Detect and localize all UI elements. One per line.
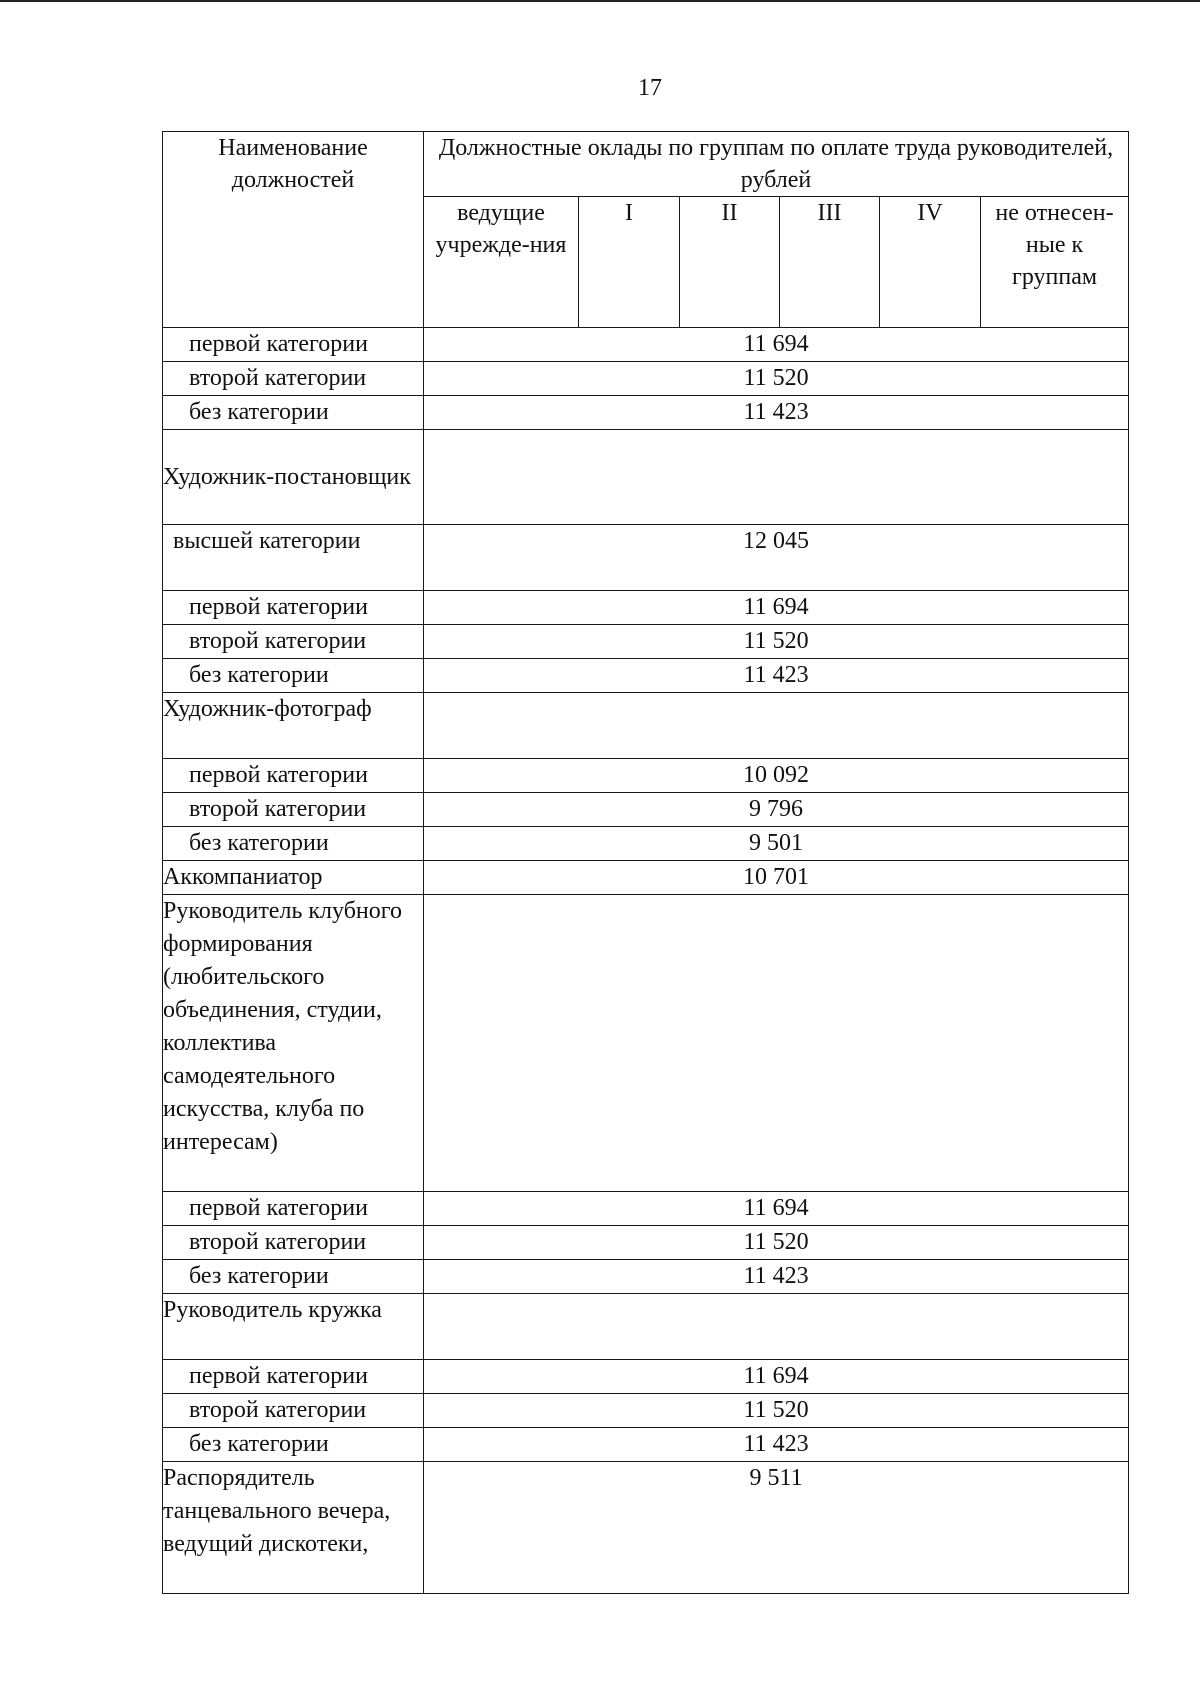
table-row (163, 1192, 1129, 1226)
salary-value (424, 1294, 1129, 1360)
table-row (163, 793, 1129, 827)
position-name: без категории (163, 1260, 424, 1294)
header-not-assigned: не отнесен-ные к группам (981, 197, 1129, 328)
salary-value: 11 423 (424, 1260, 1129, 1294)
table-row (163, 396, 1129, 430)
salary-value (424, 895, 1129, 1192)
table-row (163, 1360, 1129, 1394)
table-row (163, 328, 1129, 362)
salary-value: 11 520 (424, 625, 1129, 659)
header-group-iv: IV (880, 197, 981, 328)
position-name: второй категории (163, 625, 424, 659)
header-leading-institutions: ведущие учрежде-ния (424, 197, 579, 328)
header-group-i: I (579, 197, 680, 328)
position-name: Руководитель клубного формирования (любительского объединения, студии, коллектива самодеятельного искусства, клуба по интересам) (163, 895, 424, 1192)
position-name: первой категории (163, 1360, 424, 1394)
position-name: высшей категории (163, 525, 424, 591)
salary-value: 11 423 (424, 1428, 1129, 1462)
page-number: 17 (638, 75, 662, 101)
position-name: без категории (163, 827, 424, 861)
table-row (163, 1394, 1129, 1428)
position-name: второй категории (163, 1394, 424, 1428)
header-row (163, 132, 1129, 197)
position-name: первой категории (163, 759, 424, 793)
scan-edge-line (0, 0, 1200, 2)
salary-value: 11 694 (424, 1192, 1129, 1226)
salary-value: 11 694 (424, 591, 1129, 625)
salary-value: 10 092 (424, 759, 1129, 793)
salary-value: 9 511 (424, 1462, 1129, 1594)
position-name: второй категории (163, 793, 424, 827)
salary-value: 11 694 (424, 1360, 1129, 1394)
salary-table (162, 131, 1129, 1594)
position-name: первой категории (163, 1192, 424, 1226)
table-row (163, 895, 1129, 1192)
position-name: Аккомпаниатор (163, 861, 424, 895)
salary-value (424, 430, 1129, 525)
salary-value: 11 520 (424, 362, 1129, 396)
position-name: Распорядитель танцевального вечера, ведущий дискотеки, (163, 1462, 424, 1594)
table-row (163, 1260, 1129, 1294)
position-name: без категории (163, 659, 424, 693)
salary-value: 9 796 (424, 793, 1129, 827)
header-position-name: Наименование должностей (163, 132, 424, 328)
header-salary-groups: Должностные оклады по группам по оплате труда руководителей, рублей (424, 132, 1129, 197)
salary-value: 10 701 (424, 861, 1129, 895)
table-row (163, 1462, 1129, 1594)
header-group-ii: II (680, 197, 780, 328)
position-name: без категории (163, 396, 424, 430)
position-name: первой категории (163, 591, 424, 625)
position-name: первой категории (163, 328, 424, 362)
position-name: Художник-постановщик (163, 430, 424, 525)
salary-value: 11 423 (424, 659, 1129, 693)
table-row (163, 430, 1129, 525)
table-row (163, 1226, 1129, 1260)
salary-value: 9 501 (424, 827, 1129, 861)
header-group-iii: III (780, 197, 880, 328)
position-name: Руководитель кружка (163, 1294, 424, 1360)
salary-value: 11 520 (424, 1226, 1129, 1260)
position-name: второй категории (163, 1226, 424, 1260)
salary-value (424, 693, 1129, 759)
table-row (163, 861, 1129, 895)
table-row (163, 1294, 1129, 1360)
position-name: Художник-фотограф (163, 693, 424, 759)
salary-value: 11 423 (424, 396, 1129, 430)
table-row (163, 1428, 1129, 1462)
position-name: без категории (163, 1428, 424, 1462)
table-row (163, 625, 1129, 659)
table-row (163, 693, 1129, 759)
table-row (163, 591, 1129, 625)
table-row (163, 659, 1129, 693)
salary-value: 11 520 (424, 1394, 1129, 1428)
table-row (163, 759, 1129, 793)
salary-value: 11 694 (424, 328, 1129, 362)
table-row (163, 827, 1129, 861)
table-row (163, 362, 1129, 396)
salary-value: 12 045 (424, 525, 1129, 591)
position-name: второй категории (163, 362, 424, 396)
table-row (163, 525, 1129, 591)
